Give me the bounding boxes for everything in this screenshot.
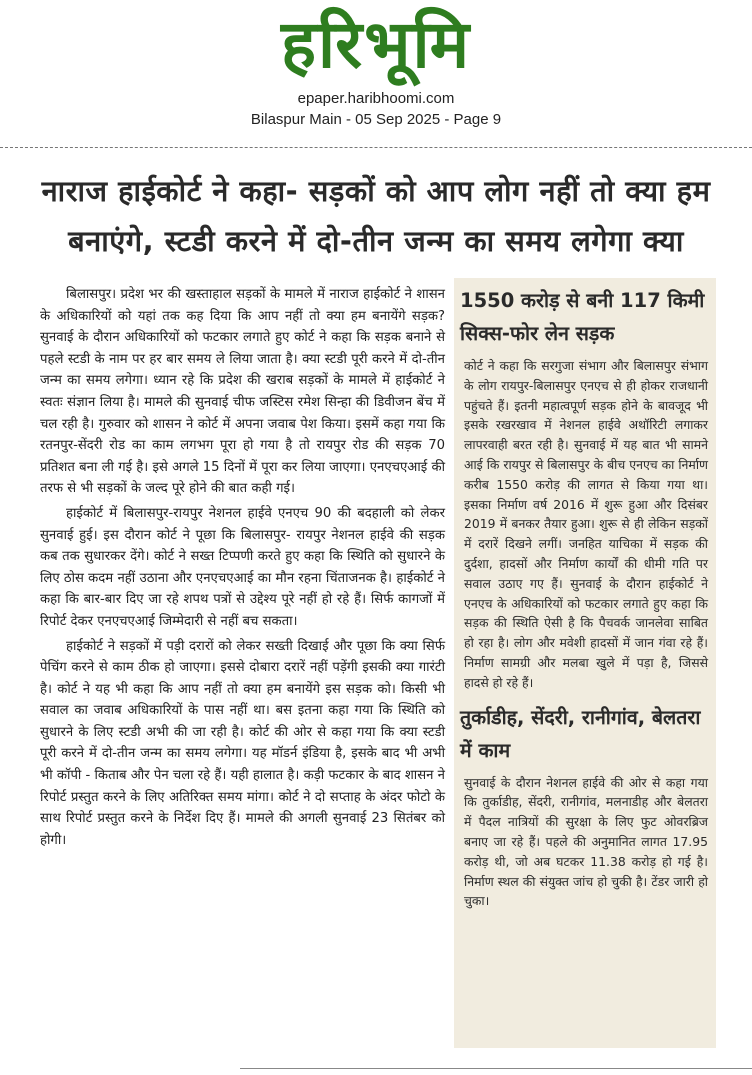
bottom-divider [240,1068,752,1069]
edition-info: Bilaspur Main - 05 Sep 2025 - Page 9 [250,111,502,128]
article-body [40,284,445,854]
site-url[interactable]: epaper.haribhoomi.com [297,90,455,107]
newspaper-logo[interactable] [230,4,522,86]
article-paragraph: हाईकोर्ट में बिलासपुर-रायपुर नेशनल हाईवे एनएच 90 की बदहाली को लेकर सुनवाई हुई। इस दौरान कोर्ट ने पूछा कि बिलासपुर- रायपुर नेशनल हाईवे की सड़क कब तक सुधारकर देंगे। कोर्ट ने सख्त टिप्पणी करते हुए कहा कि स्थिति को सुधारने के लिए ठोस कदम नहीं उठाना और एनएचएआई का मौन रहना चिंताजनक है। हाईकोर्ट ने कहा कि बार-बार दिए जा रहे शपथ पत्रों से उद्देश्य पूरे नहीं हो रहे हैं। सिर्फ कागजों में रिपोर्ट देकर एनएचएआई जिम्मेदारी से नहीं बच सकता। [40,505,445,629]
masthead-divider [0,147,752,148]
sidebar-box [454,278,716,1048]
masthead [0,0,752,140]
sidebar-heading: 1550 करोड़ से बनी 117 किमी सिक्स-फोर लेन सड़क [460,289,705,345]
sidebar-subtext: सुनवाई के दौरान नेशनल हाईवे की ओर से कहा गया कि तुर्काडीह, सेंदरी, रानीगांव, मलनाडीह और बेलतरा में पैदल नात्रियों की सुरक्षा के लिए फुट ओवरब्रिज बनाए जा रहे हैं। पहले की अनुमानित लागत 17.95 करोड़ थी, जो अब घटकर 11.38 करोड़ हो गई है। निर्माण स्थल की संयुक्त जांच हो चुकी है। टेंडर जारी हो चुका। [464,774,708,909]
article-paragraph: बिलासपुर। प्रदेश भर की खस्ताहाल सड़कों के मामले में नाराज हाईकोर्ट ने शासन के अधिकारियों को यहां तक कह दिया कि आप नहीं तो क्या हम बनायेंगे सड़क? सुनवाई के दौरान अधिकारियों को फटकार लगाते हुए कोर्ट ने कहा कि सड़क बनाने से पहले स्टडी के नाम पर हर बार समय ले लिया जाता है। क्या स्टडी पूरी करने में दो-तीन जन्म का समय लगेगा। ध्यान रहे कि प्रदेश की खराब सड़कों के मामले में हाईकोर्ट ने स्वतः संज्ञान लिया है। मामले की सुनवाई चीफ जस्टिस रमेश सिन्हा की डिवीजन बेंच में चल रही है। गुरुवार को शासन ने कोर्ट में अपना जवाब पेश किया। इसमें कहा गया कि रतनपुर-सेंदरी रोड का काम लगभग पूरा हो गया है तो रायपुर रोड की सड़क 70 प्रतिशत बना ली गई है। इसे अगले 15 दिनों में पूरा कर लिया जाएगा। एनएचएआई की तरफ से भी सड़कों के जल्द पूरे होने की बात कही गई। [40,287,445,497]
article-paragraph: हाईकोर्ट ने सड़कों में पड़ी दरारों को लेकर सख्ती दिखाई और पूछा कि क्या सिर्फ पेचिंग करने से काम ठीक हो जाएगा। इससे दोबारा दरारें नहीं पड़ेंगी इसकी क्या गारंटी है। कोर्ट ने यह भी कहा कि आप नहीं तो क्या हम बनायेंगे इस सड़क को। किसी भी सवाल का जवाब अधिकारियों के पास नहीं था। बस इतना कहा गया कि स्थिति को सुधारने के लिए स्टडी अभी की जा रही है। कोर्ट की ओर से कहा गया कि क्या स्टडी पूरी करने में दो-तीन जन्म का समय लगेगा। यह मॉडर्न इंडिया है, इसके बाद भी अभी भी कॉपी - किताब और पेन चला रहे हैं। यही हालात है। कड़ी फटकार के बाद शासन ने रिपोर्ट प्रस्तुत करने के लिए अतिरिक्त समय मांगा। कोर्ट ने दो सप्ताह के अंदर फोटो के साथ रिपोर्ट प्रस्तुत करने के निर्देश दिए हैं। मामले की अगली सुनवाई 23 सितंबर को होगी। [40,638,445,848]
logo-text: हरिभूमि [280,6,472,83]
sidebar-text: कोर्ट ने कहा कि सरगुजा संभाग और बिलासपुर संभाग के लोग रायपुर-बिलासपुर एनएच से ही होकर राजधानी पहुंचते हैं। इतनी महात्वपूर्ण सड़क होने के बावजूद भी इसके रखरखाव में नेशनल हाईवे अथॉरिटी लगाकर लापरवाही बरत रही है। सुनवाई में यह बात भी सामने आई कि रायपुर से बिलासपुर के बीच एनएच का निर्माण करीब 1550 करोड़ की लागत से किया गया था। इसका निर्माण वर्ष 2016 में शुरू हुआ और दिसंबर 2019 में बनकर तैयार हुआ। शुरू से ही लेकिन सड़कों में दरारें दिखने लगीं। जनहित याचिका में सड़क की दुर्दशा, हादसों और निर्माण कार्यों की धीमी गति पर सवाल उठाए गए हैं। सुनवाई के दौरान हाईकोर्ट ने एनएच के अधिकारियों को फटकार लगाते हुए कहा कि सड़क की स्थिति ऐसी है कि पैचवर्क जानलेवा साबित हो रहा है। लोग और मवेशी हादसों में जान गंवा रहे हैं। निर्माण सामग्री और मलबा खुले में पड़ा है, जिससे हादसे हो रहे हैं। [464,358,708,690]
article-headline: नाराज हाईकोर्ट ने कहा- सड़कों को आप लोग नहीं तो क्या हम बनाएंगे, स्टडी करने में दो-तीन जन्म का समय लगेगा क्या [41,174,711,258]
sidebar-subheading: तुर्काडीह, सेंदरी, रानीगांव, बेलतरा में काम [460,705,701,762]
